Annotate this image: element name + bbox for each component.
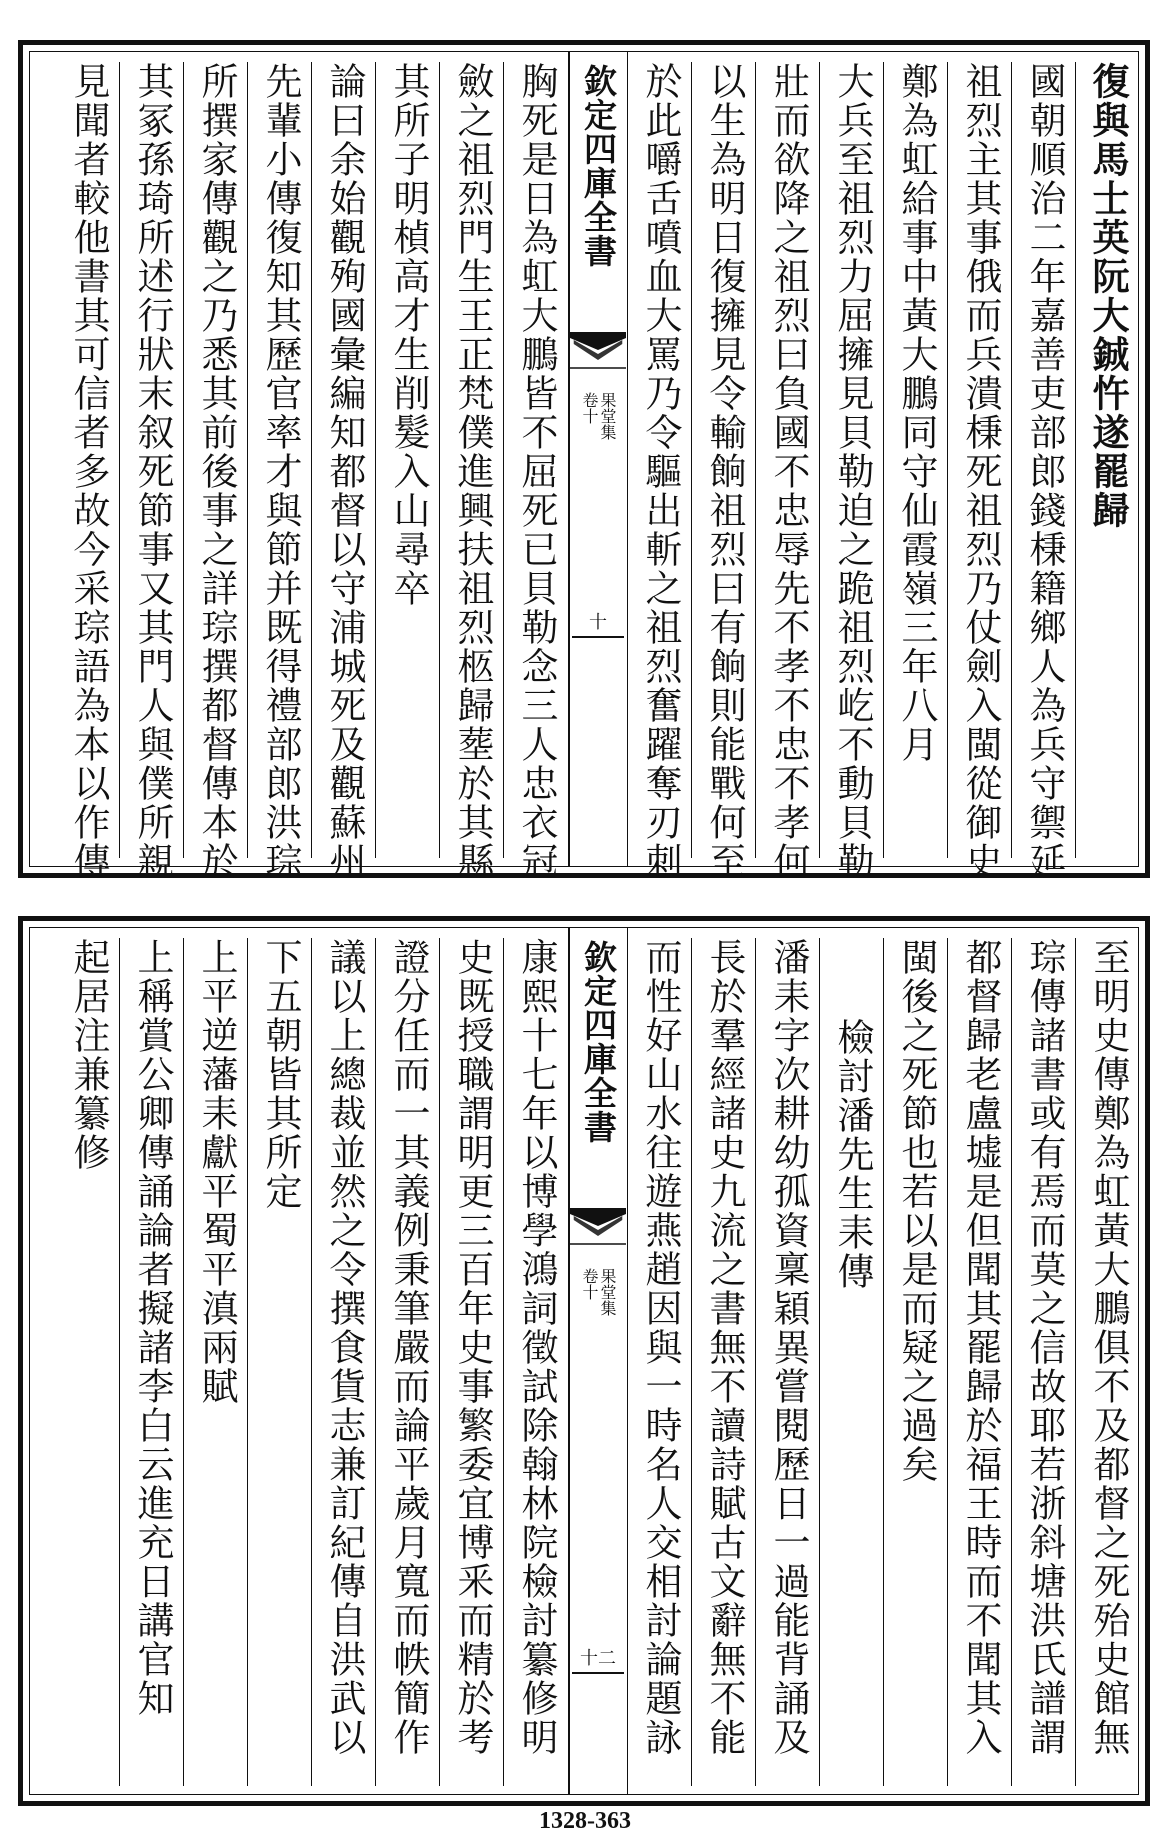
column-rule xyxy=(819,62,821,858)
column-rule xyxy=(1011,62,1013,858)
text-line: 至明史傳鄭為虹黃大鵬俱不及都督之死殆史館無 xyxy=(1087,938,1130,1757)
text-column xyxy=(376,62,440,858)
folio-rule xyxy=(572,636,624,638)
text-column xyxy=(1076,62,1140,858)
text-column xyxy=(948,938,1012,1786)
text-line: 證分任而一其義例秉筆嚴而論平歲月寬而帙簡作 xyxy=(387,938,430,1757)
column-rule xyxy=(755,62,757,858)
text-column xyxy=(120,938,184,1786)
text-column xyxy=(184,938,248,1786)
text-line: 都督歸老盧墟是但聞其罷歸於福王時而不聞其入 xyxy=(959,938,1002,1757)
text-line: 鄭為虹給事中黃大鵬同守仙霞嶺三年八月 xyxy=(895,62,938,764)
column-rule xyxy=(947,938,949,1786)
column-rule xyxy=(503,938,505,1786)
text-line: 上稱賞公卿傳誦論者擬諸李白云進充日講官知 xyxy=(131,938,174,1718)
collection-name: 果堂集 xyxy=(598,392,617,440)
text-column xyxy=(820,938,884,1786)
text-line: 所撰家傳觀之乃悉其前後事之詳琮撰都督傳本於 xyxy=(195,62,238,881)
column-rule xyxy=(183,62,185,858)
text-column xyxy=(376,938,440,1786)
text-column xyxy=(756,62,820,881)
text-column xyxy=(756,938,820,1786)
volume-number: 卷十 xyxy=(580,1268,599,1300)
book-title xyxy=(568,940,628,1144)
text-column xyxy=(56,62,120,881)
column-rule xyxy=(1011,938,1013,1786)
text-column xyxy=(1012,62,1076,881)
volume-label xyxy=(568,1268,628,1316)
text-column xyxy=(56,938,120,1786)
text-line: 斂之祖烈門生王正梵僕進興扶祖烈柩歸塟於其縣 xyxy=(451,62,494,881)
text-column xyxy=(884,62,948,858)
text-line: 壯而欲降之祖烈曰負國不忠辱先不孝不忠不孝何 xyxy=(767,62,810,881)
fishtail-ornament-icon xyxy=(570,330,626,370)
column-rule xyxy=(119,938,121,1786)
top-page-panel xyxy=(18,40,1150,881)
text-column xyxy=(1076,938,1140,1786)
column-rule xyxy=(883,938,885,1786)
column-rule xyxy=(247,62,249,858)
column-rule xyxy=(691,938,693,1786)
column-rule xyxy=(439,938,441,1786)
text-line: 先輩小傳復知其歷官率才與節并既得禮部郎洪琮 xyxy=(259,62,302,881)
text-column xyxy=(248,938,312,1786)
text-line: 閩後之死節也若以是而疑之過矣 xyxy=(895,938,938,1484)
text-column xyxy=(504,62,568,881)
column-rule xyxy=(375,62,377,858)
text-line: 祖烈主其事俄而兵潰棅死祖烈乃仗劍入閩從御史 xyxy=(959,62,1002,881)
volume-label xyxy=(568,392,628,440)
text-column xyxy=(440,62,504,881)
text-column xyxy=(820,62,884,881)
column-rule xyxy=(755,938,757,1786)
text-line: 琮傳諸書或有焉而莫之信故耶若浙斜塘洪氏譜謂 xyxy=(1023,938,1066,1757)
text-column xyxy=(692,938,756,1786)
book-title-text: 欽定四庫全書 xyxy=(579,64,618,268)
text-line: 胸死是日為虹大鵬皆不屈死已貝勒念三人忠衣冠 xyxy=(515,62,558,881)
folio-rule xyxy=(572,1672,624,1674)
folio-number-text: 十 xyxy=(589,612,607,633)
text-line: 長於羣經諸史九流之書無不讀詩賦古文辭無不能 xyxy=(703,938,746,1757)
text-column xyxy=(248,62,312,881)
volume-number: 卷十 xyxy=(580,392,599,424)
column-rule xyxy=(311,62,313,858)
text-line: 下五朝皆其所定 xyxy=(259,938,302,1211)
text-column xyxy=(120,62,184,881)
column-rule xyxy=(691,62,693,858)
column-rule xyxy=(247,938,249,1786)
text-line: 檢討潘先生耒傳 xyxy=(831,1018,874,1291)
column-rule xyxy=(375,938,377,1786)
column-rule xyxy=(947,62,949,858)
column-rule xyxy=(503,62,505,858)
book-title xyxy=(568,64,628,268)
text-line: 起居注兼纂修 xyxy=(67,938,110,1172)
column-rule xyxy=(311,938,313,1786)
text-line: 以生為明日復擁見令輸餉祖烈曰有餉則能戰何至 xyxy=(703,62,746,881)
center-gutter xyxy=(568,928,628,1794)
column-rule xyxy=(1075,938,1077,1786)
text-line: 大兵至祖烈力屈擁見貝勒迫之跪祖烈屹不動貝勒 xyxy=(831,62,874,881)
top-page-frame xyxy=(29,51,1139,881)
text-line: 其冢孫琦所述行狀末叙死節事又其門人與僕所親 xyxy=(131,62,174,881)
column-rule xyxy=(439,62,441,858)
folio-number xyxy=(568,1644,628,1670)
text-line: 論曰余始觀殉國彙編知都督以守浦城死及觀蘇州 xyxy=(323,62,366,881)
text-column xyxy=(628,938,692,1786)
text-line: 議以上總裁並然之令撰食貨志兼訂紀傳自洪武以 xyxy=(323,938,366,1757)
text-line: 上平逆藩耒獻平蜀平滇兩賦 xyxy=(195,938,238,1406)
text-column xyxy=(692,62,756,881)
section-heading: 復與馬士英阮大鋮忤遂罷歸 xyxy=(1086,62,1130,530)
text-column xyxy=(504,938,568,1786)
text-line: 其所子明楨高才生削髮入山尋卒 xyxy=(387,62,430,608)
text-column xyxy=(184,62,248,881)
column-rule xyxy=(819,938,821,1786)
column-rule xyxy=(183,938,185,1786)
fishtail-ornament-icon xyxy=(570,1206,626,1246)
text-column xyxy=(312,62,376,881)
text-column xyxy=(440,938,504,1786)
text-line: 而性好山水往遊燕趙因與一時名人交相討論題詠 xyxy=(639,938,682,1757)
folio-number-text: 十二 xyxy=(580,1648,616,1669)
center-gutter xyxy=(568,52,628,866)
collection-name: 果堂集 xyxy=(598,1268,617,1316)
text-line: 康熙十七年以博學鴻詞徵試除翰林院檢討纂修明 xyxy=(515,938,558,1757)
text-line: 史既授職謂明更三百年史事繁委宜博釆而精於考 xyxy=(451,938,494,1757)
text-column xyxy=(884,938,948,1786)
bottom-page-frame xyxy=(29,927,1139,1795)
bottom-page-panel xyxy=(18,916,1150,1806)
text-column xyxy=(312,938,376,1786)
text-column xyxy=(948,62,1012,881)
text-line: 見聞者較他書其可信者多故今采琮語為本以作傳 xyxy=(67,62,110,881)
column-rule xyxy=(1075,62,1077,858)
text-line: 國朝順治二年嘉善吏部郎錢棅籍鄉人為兵守禦延 xyxy=(1023,62,1066,881)
text-column xyxy=(628,62,692,881)
page-number: 1328-363 xyxy=(539,1808,631,1834)
text-line: 潘耒字次耕幼孤資稟穎異嘗閱歷日一過能背誦及 xyxy=(767,938,810,1757)
column-rule xyxy=(883,62,885,858)
folio-number xyxy=(568,608,628,634)
book-title-text: 欽定四庫全書 xyxy=(579,940,618,1144)
column-rule xyxy=(119,62,121,858)
text-line: 於此嚼舌噴血大罵乃令驅出斬之祖烈奮躍奪刃刺 xyxy=(639,62,682,881)
text-column xyxy=(1012,938,1076,1786)
